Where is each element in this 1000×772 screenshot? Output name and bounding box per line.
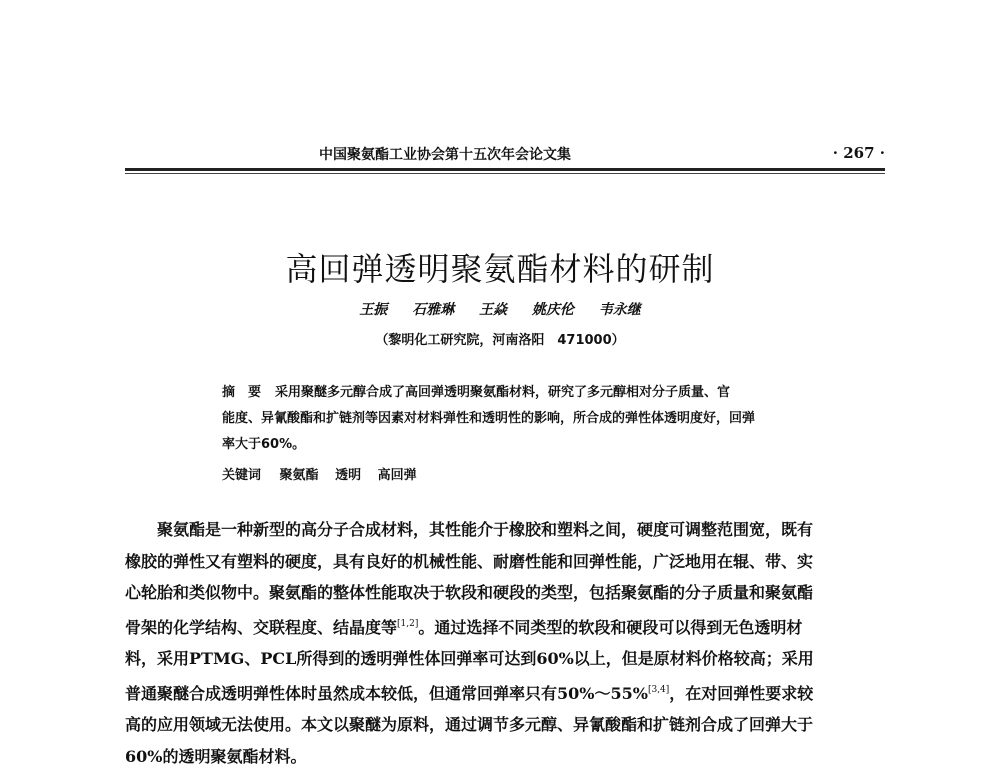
journal-title: 中国聚氨酯工业协会第十五次年会论文集 <box>125 144 765 164</box>
author-name: 韦永继 <box>599 302 641 318</box>
abstract-text: 采用聚醚多元醇合成了高回弹透明聚氨酯材料，研究了多元醇相对分子质量、官 <box>275 385 730 400</box>
body-line: 高的应用领域无法使用。本文以聚醚为原料，通过调节多元醇、异氰酸酯和扩链剂合成了回弹大于 <box>125 709 885 741</box>
author-list <box>0 299 1000 319</box>
body-paragraph <box>125 514 885 772</box>
body-line: 聚氨酯是一种新型的高分子合成材料，其性能介于橡胶和塑料之间，硬度可调整范围宽，既有 <box>125 514 885 546</box>
body-text: 普通聚醚合成透明弹性体时虽然成本较低，但通常回弹率只有50%～55% <box>125 684 648 703</box>
citation: [3,4] <box>648 685 669 695</box>
author-name: 姚庆伦 <box>532 302 574 318</box>
header-rule-thick <box>125 168 885 171</box>
body-line: 橡胶的弹性又有塑料的硬度，具有良好的机械性能、耐磨性能和回弹性能，广泛地用在辊、带、实 <box>125 546 885 578</box>
body-line: 心轮胎和类似物中。聚氨酯的整体性能取决于软段和硬段的类型，包括聚氨酯的分子质量和聚氨酯 <box>125 577 885 609</box>
keyword: 透明 <box>335 468 361 483</box>
keyword: 聚氨酯 <box>280 468 319 483</box>
paper-title: 高回弹透明聚氨酯材料的研制 <box>0 244 1000 290</box>
body-line <box>125 675 885 710</box>
abstract-label: 摘 要 <box>222 385 261 400</box>
abstract <box>222 380 822 458</box>
affiliation: （黎明化工研究院，河南洛阳 471000） <box>0 329 1000 348</box>
keywords-label: 关键词 <box>222 468 261 483</box>
citation: [1,2] <box>397 619 418 629</box>
author-name: 石雅琳 <box>412 302 454 318</box>
abstract-line: 率大于60%。 <box>222 432 822 458</box>
body-line <box>125 609 885 644</box>
author-name: 王焱 <box>479 302 507 318</box>
keywords <box>222 464 429 483</box>
body-line: 60%的透明聚氨酯材料。 <box>125 741 885 772</box>
abstract-line: 能度、异氰酸酯和扩链剂等因素对材料弹性和透明性的影响，所合成的弹性体透明度好，回弹 <box>222 406 822 432</box>
body-text: 骨架的化学结构、交联程度、结晶度等 <box>125 618 397 637</box>
running-header <box>125 144 885 164</box>
header-rule-thin <box>125 173 885 174</box>
body-text: 。通过选择不同类型的软段和硬段可以得到无色透明材 <box>418 618 802 637</box>
abstract-line <box>222 380 822 406</box>
keyword: 高回弹 <box>378 468 417 483</box>
body-text: ，在对回弹性要求较 <box>669 684 813 703</box>
body-line: 料，采用PTMG、PCL所得到的透明弹性体回弹率可达到60%以上，但是原材料价格较高；采用 <box>125 643 885 675</box>
author-name: 王振 <box>359 302 387 318</box>
page-number: · 267 · <box>833 144 885 162</box>
